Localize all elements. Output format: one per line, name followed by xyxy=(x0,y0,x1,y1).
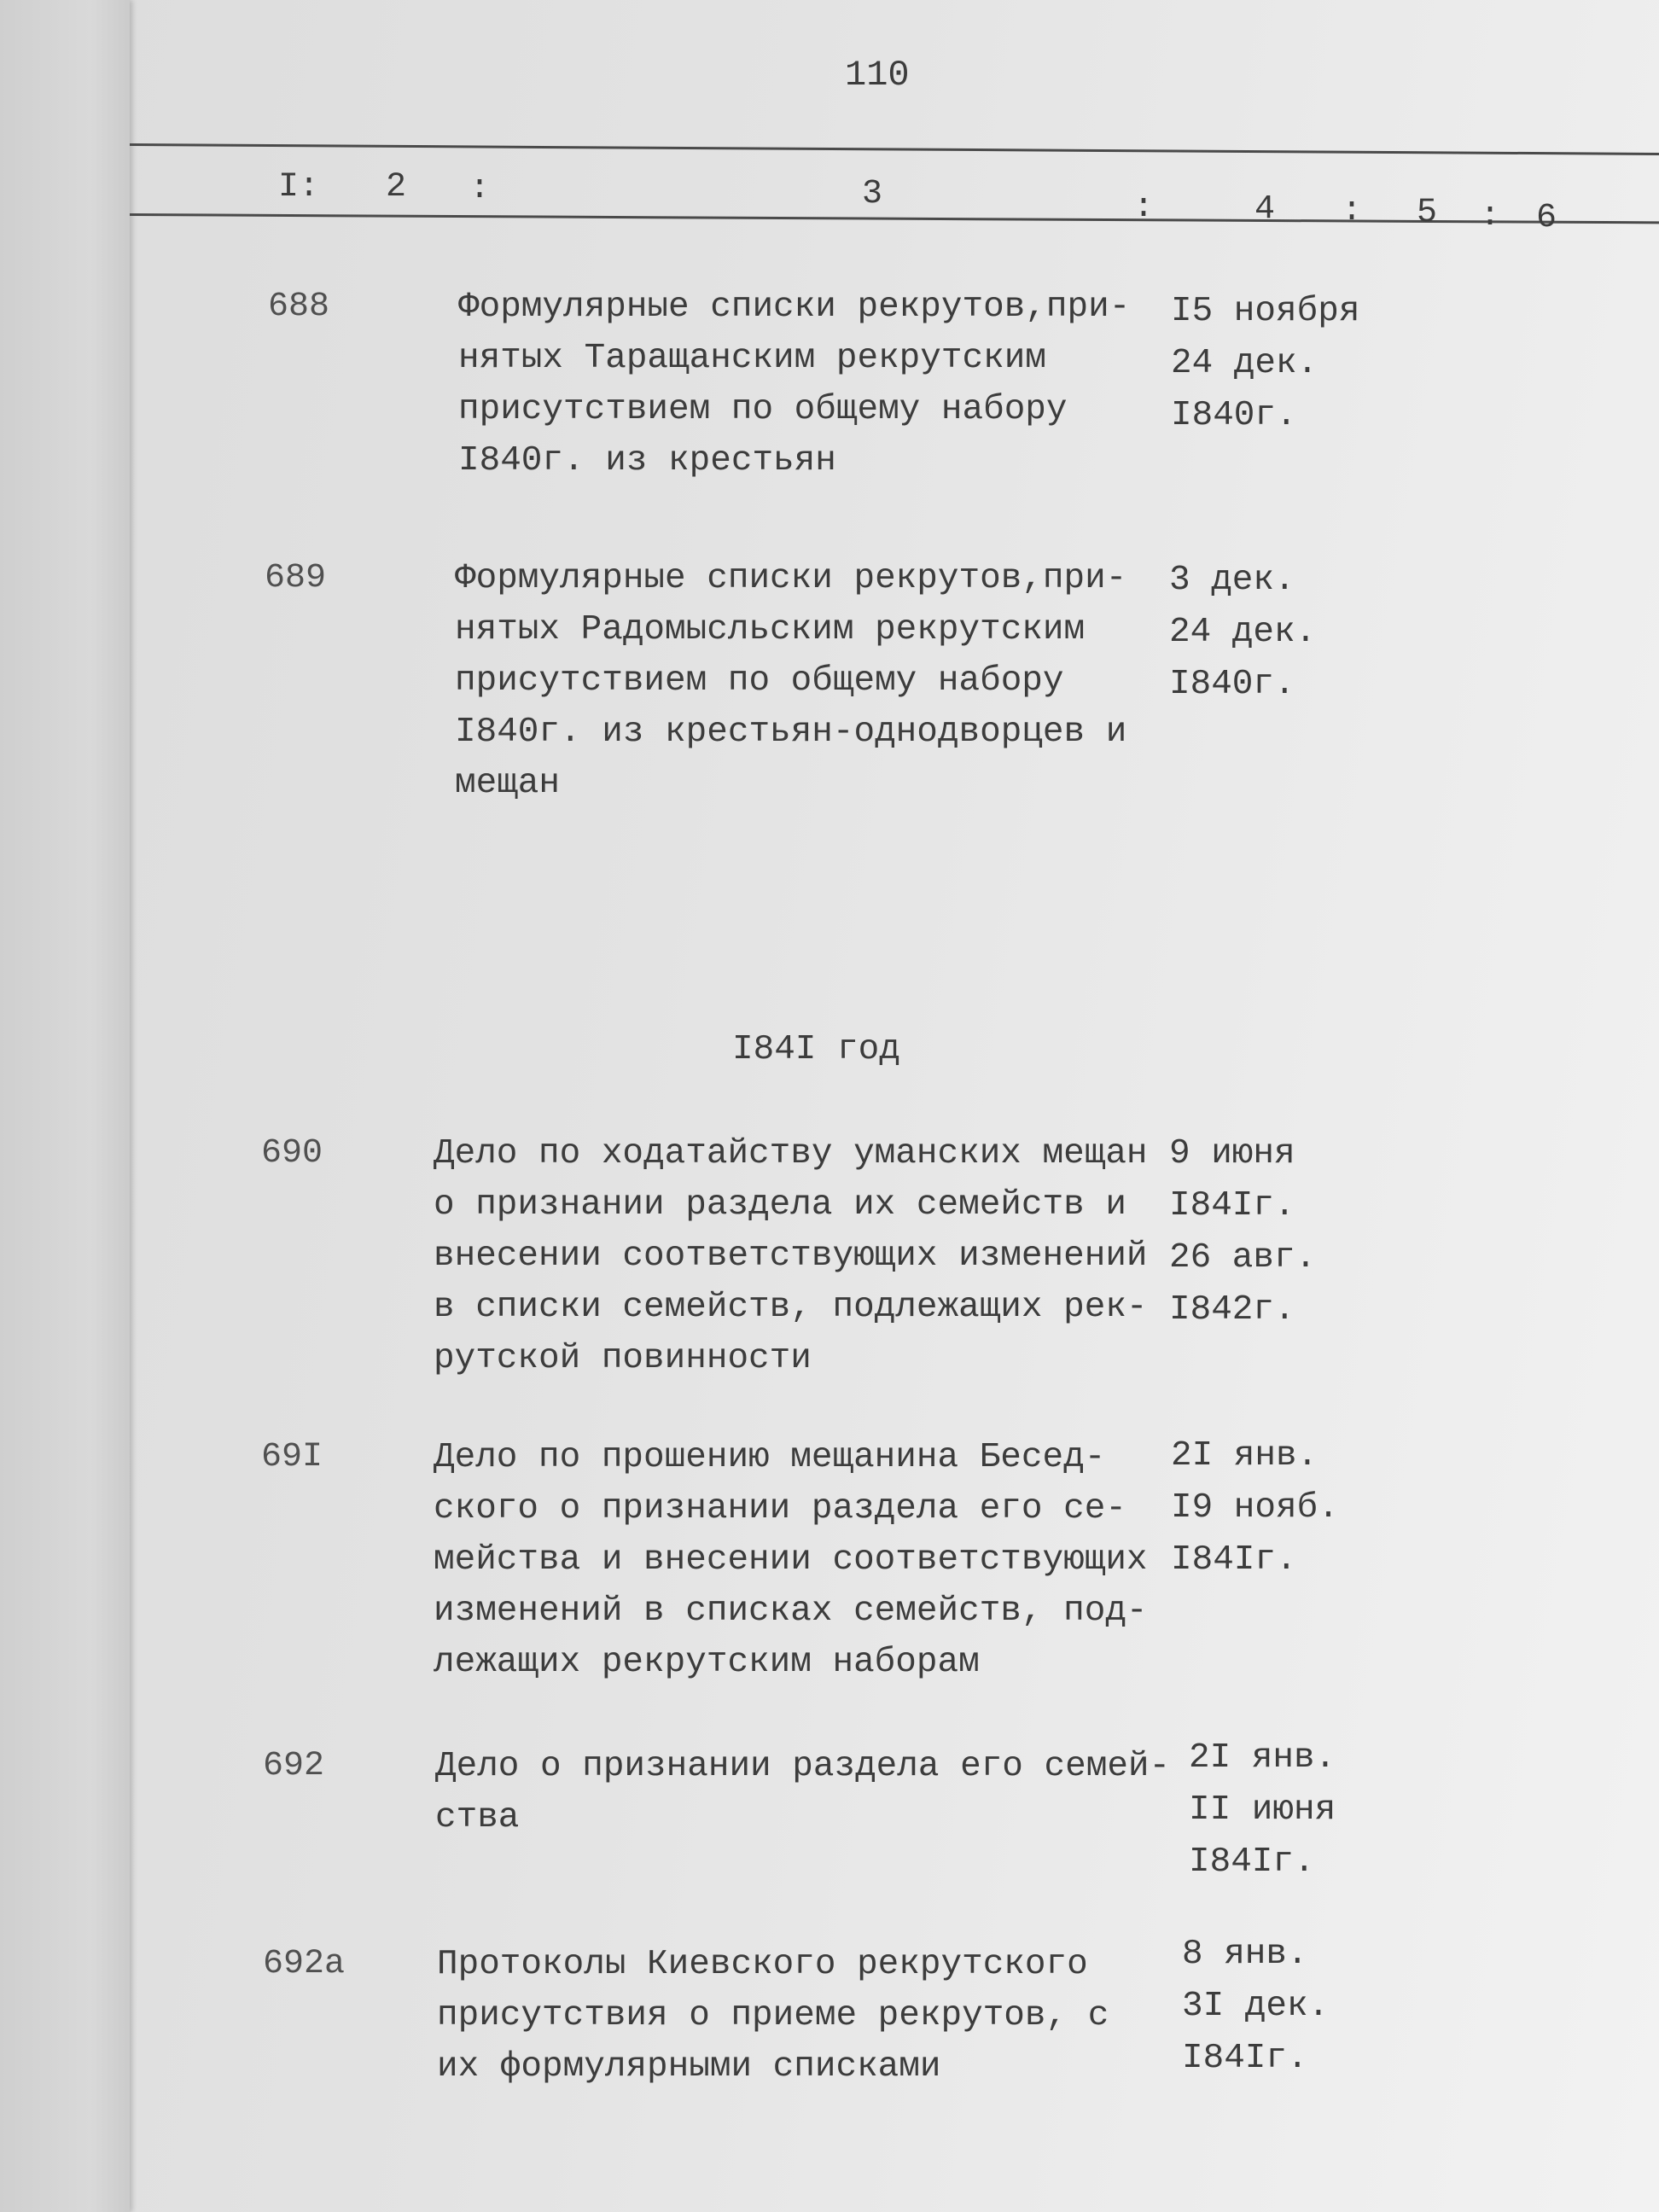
column-separator: : xyxy=(1480,197,1501,236)
description-line: Формулярные списки рекрутов,при- xyxy=(455,559,1127,598)
date-line: I84Iг. xyxy=(1182,2039,1308,2078)
column-number: 2 xyxy=(386,168,407,207)
entry-description xyxy=(458,282,1130,486)
entry-description xyxy=(434,1128,1148,1384)
section-heading-year: I84I год xyxy=(732,1030,900,1069)
header-top-rule xyxy=(130,143,1659,155)
description-line: присутствием по общему набору xyxy=(458,390,1068,429)
column-separator: : xyxy=(1133,189,1155,227)
date-line: 9 июня xyxy=(1169,1134,1295,1173)
entry-number: 688 xyxy=(268,288,330,326)
column-number: I: xyxy=(278,168,320,207)
date-line: I9 нояб. xyxy=(1171,1488,1339,1528)
binding-margin xyxy=(0,0,130,2212)
page-number: 110 xyxy=(845,55,910,96)
description-line: I840г. из крестьян xyxy=(458,441,836,480)
date-line: I84Iг. xyxy=(1189,1842,1315,1882)
description-line: присутствием по общему набору xyxy=(455,661,1064,701)
column-separator: : xyxy=(1342,192,1363,230)
description-line: внесении соответствующих изменений xyxy=(434,1237,1148,1276)
description-line: мейства и внесении соответствующих xyxy=(434,1540,1148,1580)
date-line: 26 авг. xyxy=(1169,1238,1317,1278)
date-line: 2I янв. xyxy=(1171,1436,1318,1476)
description-line: в списки семейств, подлежащих рек- xyxy=(434,1288,1148,1327)
entry-number: 692 xyxy=(263,1747,325,1785)
description-line: их формулярными списками xyxy=(437,2047,941,2087)
description-line: мещан xyxy=(455,764,561,803)
date-line: I5 ноября xyxy=(1171,292,1360,331)
date-line: II июня xyxy=(1189,1790,1336,1830)
entry-number: 690 xyxy=(261,1134,323,1173)
date-line: I840г. xyxy=(1169,665,1295,704)
entry-description xyxy=(455,553,1126,809)
entry-number: 689 xyxy=(265,559,327,597)
description-line: Формулярные списки рекрутов,при- xyxy=(458,288,1131,327)
entry-dates xyxy=(1171,286,1359,442)
date-line: 24 дек. xyxy=(1169,613,1317,652)
entry-description xyxy=(435,1741,1170,1843)
description-line: о признании раздела их семейств и xyxy=(434,1185,1126,1225)
description-line: лежащих рекрутским наборам xyxy=(434,1643,980,1682)
entry-number: 692а xyxy=(263,1945,346,1983)
entry-dates xyxy=(1171,1430,1339,1586)
date-line: 3I дек. xyxy=(1182,1987,1330,2026)
entry-description xyxy=(437,1939,1109,2093)
entry-dates xyxy=(1189,1732,1336,1889)
date-line: I84Iг. xyxy=(1169,1186,1295,1225)
description-line: изменений в списках семейств, под- xyxy=(434,1592,1148,1631)
description-line: присутствия о приеме рекрутов, с xyxy=(437,1996,1109,2035)
column-separator: : xyxy=(469,170,491,208)
description-line: ства xyxy=(435,1798,520,1837)
date-line: 3 дек. xyxy=(1169,561,1295,600)
description-line: рутской повинности xyxy=(434,1339,812,1378)
description-line: ского о признании раздела его се- xyxy=(434,1489,1126,1528)
description-line: нятых Таращанским рекрутским xyxy=(458,339,1046,378)
description-line: Дело о признании раздела его семей- xyxy=(435,1747,1171,1786)
description-line: нятых Радомысльским рекрутским xyxy=(455,610,1086,649)
date-line: I840г. xyxy=(1171,396,1297,435)
entry-dates xyxy=(1169,555,1316,711)
date-line: I84Iг. xyxy=(1171,1540,1297,1580)
description-line: Протоколы Киевского рекрутского xyxy=(437,1945,1088,1984)
entry-dates xyxy=(1182,1929,1329,2085)
description-line: I840г. из крестьян-однодворцев и xyxy=(455,713,1127,752)
entry-description xyxy=(434,1432,1148,1688)
entry-dates xyxy=(1169,1128,1316,1336)
date-line: 24 дек. xyxy=(1171,344,1318,383)
column-number: 3 xyxy=(862,175,883,213)
entry-number: 69I xyxy=(261,1438,323,1476)
date-line: I842г. xyxy=(1169,1290,1295,1330)
description-line: Дело по прошению мещанина Бесед- xyxy=(434,1438,1106,1477)
column-number: 4 xyxy=(1254,190,1276,229)
date-line: 2I янв. xyxy=(1189,1738,1336,1778)
date-line: 8 янв. xyxy=(1182,1935,1308,1974)
column-number: 6 xyxy=(1536,199,1557,237)
column-number: 5 xyxy=(1417,194,1438,232)
description-line: Дело по ходатайству уманских мещан xyxy=(434,1134,1148,1173)
